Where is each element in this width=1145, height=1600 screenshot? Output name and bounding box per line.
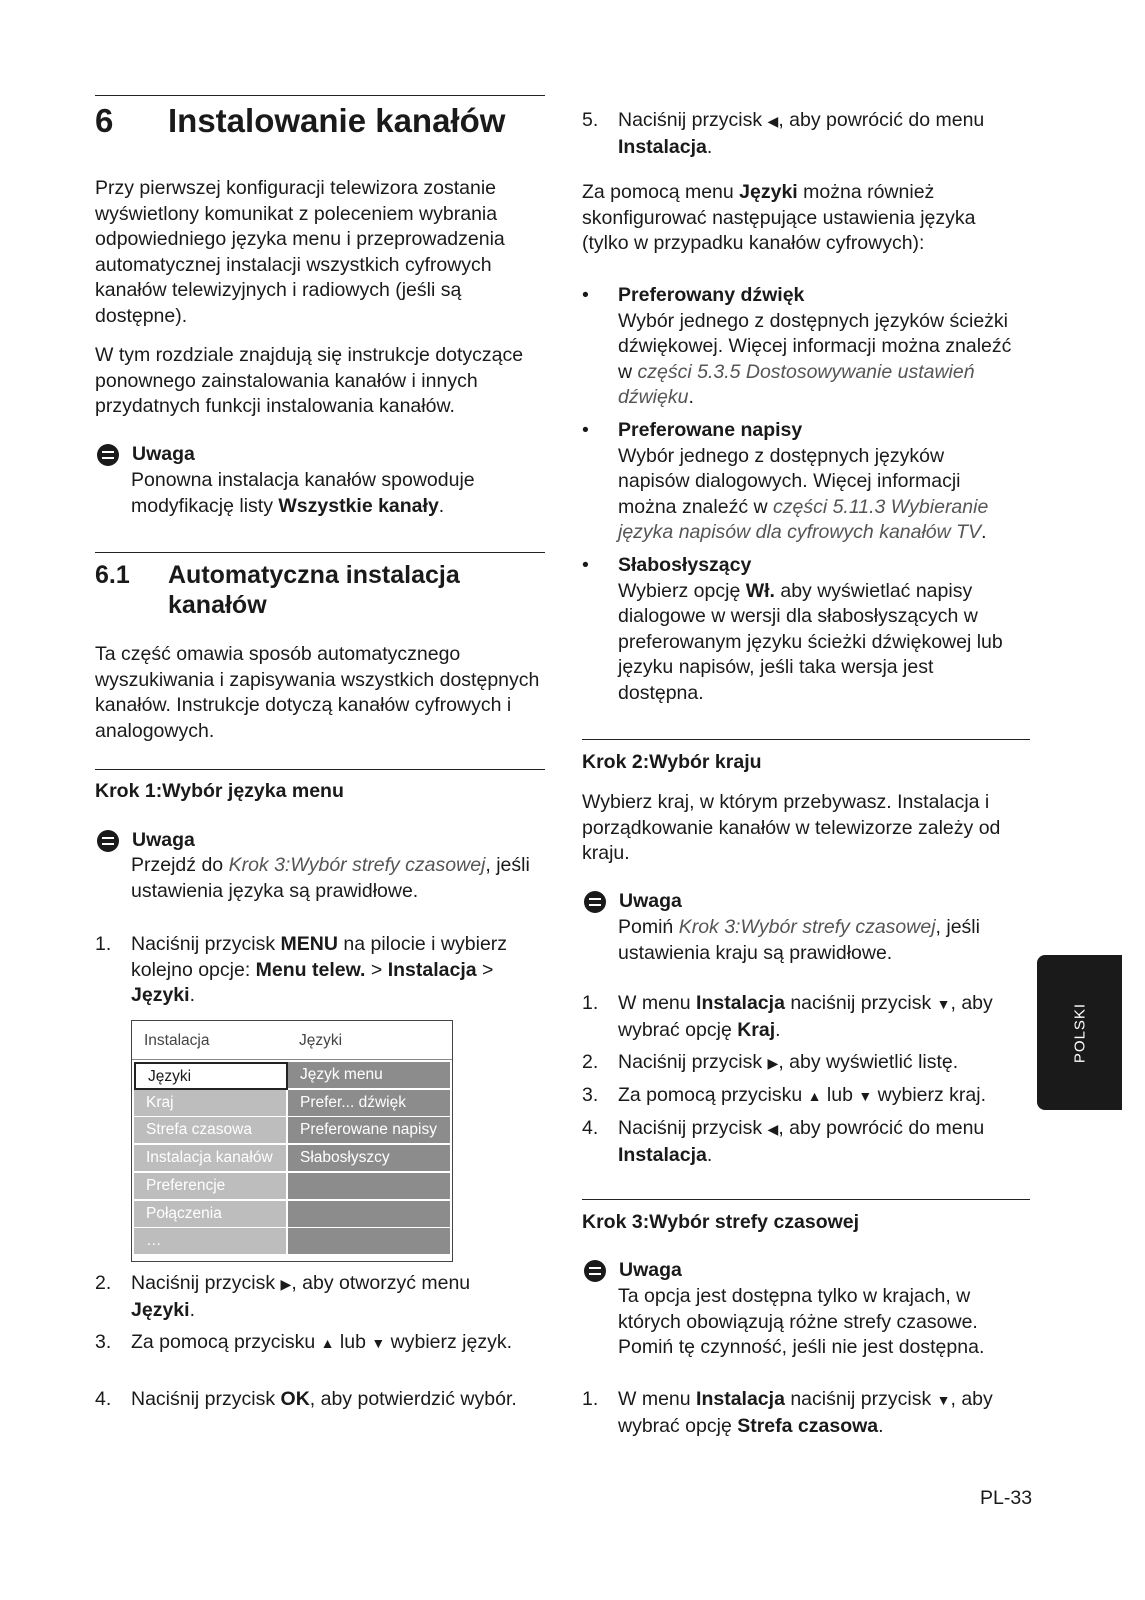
note-label: Uwaga [619, 1259, 682, 1281]
menu-header-right: Języki [299, 1032, 343, 1049]
menu-right-item[interactable] [288, 1173, 450, 1199]
menu-left-item[interactable]: Połączenia [134, 1201, 286, 1227]
chapter-rule [95, 95, 545, 96]
menu-left-item[interactable]: … [134, 1228, 286, 1254]
note-2-text: Przejdź do Krok 3:Wybór strefy czasowej, jeśli ustawienia języka są prawidłowe. [131, 854, 530, 902]
section-title: Automatyczna instalacja kanałów [168, 561, 460, 619]
menu-left-item[interactable]: Instalacja kanałów [134, 1145, 286, 1171]
note-1-text: Ponowna instalacja kanałów spowoduje modyfikację listy Wszystkie kanały. [131, 469, 475, 517]
up-arrow-icon: ▲ [320, 1335, 335, 1351]
page-number: PL-33 [980, 1487, 1033, 1509]
note-icon [97, 830, 119, 852]
down-arrow-icon: ▼ [936, 1392, 951, 1408]
note-icon [97, 444, 119, 466]
step2-item-4: 4. Naciśnij przycisk ◀, aby powrócić do menu Instalacja. [582, 1117, 985, 1166]
section-heading [95, 560, 545, 622]
menu-header [132, 1021, 452, 1060]
menu-right-item[interactable] [288, 1201, 450, 1227]
bullet-preferred-audio: • Preferowany dźwięk Wybór jednego z dostępnych języków ścieżki dźwiękowej. Więcej informacji można znaleźć w części 5.3.5 Dostosowywanie ustawień dźwięku. [582, 284, 1012, 409]
step3-rule [582, 1199, 1030, 1200]
note-3-header [584, 889, 784, 915]
menu-right-item[interactable]: Słabosłyszcy [288, 1145, 450, 1171]
right-arrow-icon: ▶ [767, 1055, 779, 1071]
step3-item-1: 1. W menu Instalacja naciśnij przycisk ▼, aby wybrać opcję Strefa czasowa. [582, 1388, 993, 1437]
note-2-header [97, 828, 297, 854]
down-arrow-icon: ▼ [936, 996, 951, 1012]
step2-title: Krok 2:Wybór kraju [582, 751, 762, 773]
step3-title: Krok 3:Wybór strefy czasowej [582, 1211, 860, 1233]
intro-paragraph-2: W tym rozdziale znajdują się instrukcje dotyczące ponownego zainstalowania kanałów i innych przydatnych funkcji instalowania kanałów. [95, 344, 524, 418]
step1-item-5: 5. Naciśnij przycisk ◀, aby powrócić do menu Instalacja. [582, 109, 985, 158]
menu-left-item[interactable]: Preferencje [134, 1173, 286, 1199]
section-rule [95, 552, 545, 553]
step2-paragraph: Wybierz kraj, w którym przebywasz. Instalacja i porządkowanie kanałów w telewizorze zależy od kraju. [582, 791, 1001, 865]
step1-item-2: 2. Naciśnij przycisk ▶, aby otworzyć menu Języki. [95, 1272, 471, 1321]
menu-right-item[interactable]: Prefer... dźwięk [288, 1090, 450, 1116]
note-4-text: Ta opcja jest dostępna tylko w krajach, w których obowiązują różne strefy czasowe. Pomiń tę czynność, jeśli nie jest dostępna. [618, 1285, 985, 1359]
bullet-preferred-subtitles: • Preferowane napisy Wybór jednego z dostępnych języków napisów dialogowych. Więcej informacji można znaleźć w części 5.11.3 Wybieranie języka napisów dla cyfrowych kanałów TV. [582, 419, 989, 544]
step2-item-1: 1. W menu Instalacja naciśnij przycisk ▼, aby wybrać opcję Kraj. [582, 992, 993, 1041]
intro-paragraph-1: Przy pierwszej konfiguracji telewizora zostanie wyświetlony komunikat z poleceniem wybrania odpowiedniego języka menu i przeprowadzenia automatycznej instalacji wszystkich cyfrowych kanałów telewizyjnych i radiowych (jeśli są dostępne). [95, 177, 505, 327]
chapter-number: 6 [95, 102, 114, 139]
note-3-text: Pomiń Krok 3:Wybór strefy czasowej, jeśli ustawienia kraju są prawidłowe. [618, 916, 980, 964]
menu-right-item[interactable] [288, 1228, 450, 1254]
up-arrow-icon: ▲ [807, 1088, 822, 1104]
note-icon [584, 1260, 606, 1282]
section-number: 6.1 [95, 561, 130, 589]
step2-item-3: 3. Za pomocą przycisku ▲ lub ▼ wybierz kraj. [582, 1084, 987, 1106]
step1-item-3: 3. Za pomocą przycisku ▲ lub ▼ wybierz język. [95, 1331, 513, 1353]
note-label: Uwaga [132, 443, 195, 465]
note-label: Uwaga [619, 890, 682, 912]
bullet-hearing-impaired: • Słabosłyszący Wybierz opcję Wł. aby wyświetlać napisy dialogowe w wersji dla słabosłyszących w preferowanym języku ścieżki dźwiękowej lub języku napisów, jeśli taka wersja jest dostępna. [582, 554, 1003, 704]
step2-rule [582, 739, 1030, 740]
down-arrow-icon: ▼ [858, 1088, 873, 1104]
left-arrow-icon: ◀ [767, 113, 779, 129]
note-1-header [97, 442, 297, 468]
menu-left-item[interactable]: Strefa czasowa [134, 1117, 286, 1143]
step1-item-4: 4. Naciśnij przycisk OK, aby potwierdzić wybór. [95, 1388, 517, 1410]
section-paragraph: Ta część omawia sposób automatycznego wyszukiwania i zapisywania wszystkich dostępnych kanałów. Instrukcje dotyczą kanałów cyfrowych i analogowych. [95, 643, 540, 742]
note-4-header [584, 1258, 784, 1284]
menu-right-item[interactable]: Preferowane napisy [288, 1117, 450, 1143]
language-side-tab [1037, 955, 1122, 1110]
step1-item-1: 1. Naciśnij przycisk MENU na pilocie i wybierz kolejno opcje: Menu telew. > Instalacja > Języki. [95, 933, 508, 1007]
note-label: Uwaga [132, 829, 195, 851]
step1-title: Krok 1:Wybór języka menu [95, 780, 344, 802]
down-arrow-icon: ▼ [371, 1335, 386, 1351]
chapter-title: Instalowanie kanałów [168, 102, 506, 139]
installation-menu [131, 1020, 453, 1262]
menu-left-item[interactable]: Języki [134, 1062, 288, 1090]
chapter-heading [95, 102, 545, 142]
note-icon [584, 891, 606, 913]
languages-intro: Za pomocą menu Języki można również skonfigurować następujące ustawienia języka (tylko w przypadku kanałów cyfrowych): [582, 181, 976, 255]
menu-right-item[interactable]: Język menu [288, 1062, 450, 1088]
menu-header-left: Instalacja [144, 1032, 210, 1049]
side-tab-label: POLSKI [1071, 1002, 1088, 1063]
menu-left-item[interactable]: Kraj [134, 1090, 286, 1116]
right-arrow-icon: ▶ [280, 1276, 292, 1292]
left-arrow-icon: ◀ [767, 1121, 779, 1137]
step2-item-2: 2. Naciśnij przycisk ▶, aby wyświetlić listę. [582, 1051, 959, 1073]
step1-rule [95, 769, 545, 770]
